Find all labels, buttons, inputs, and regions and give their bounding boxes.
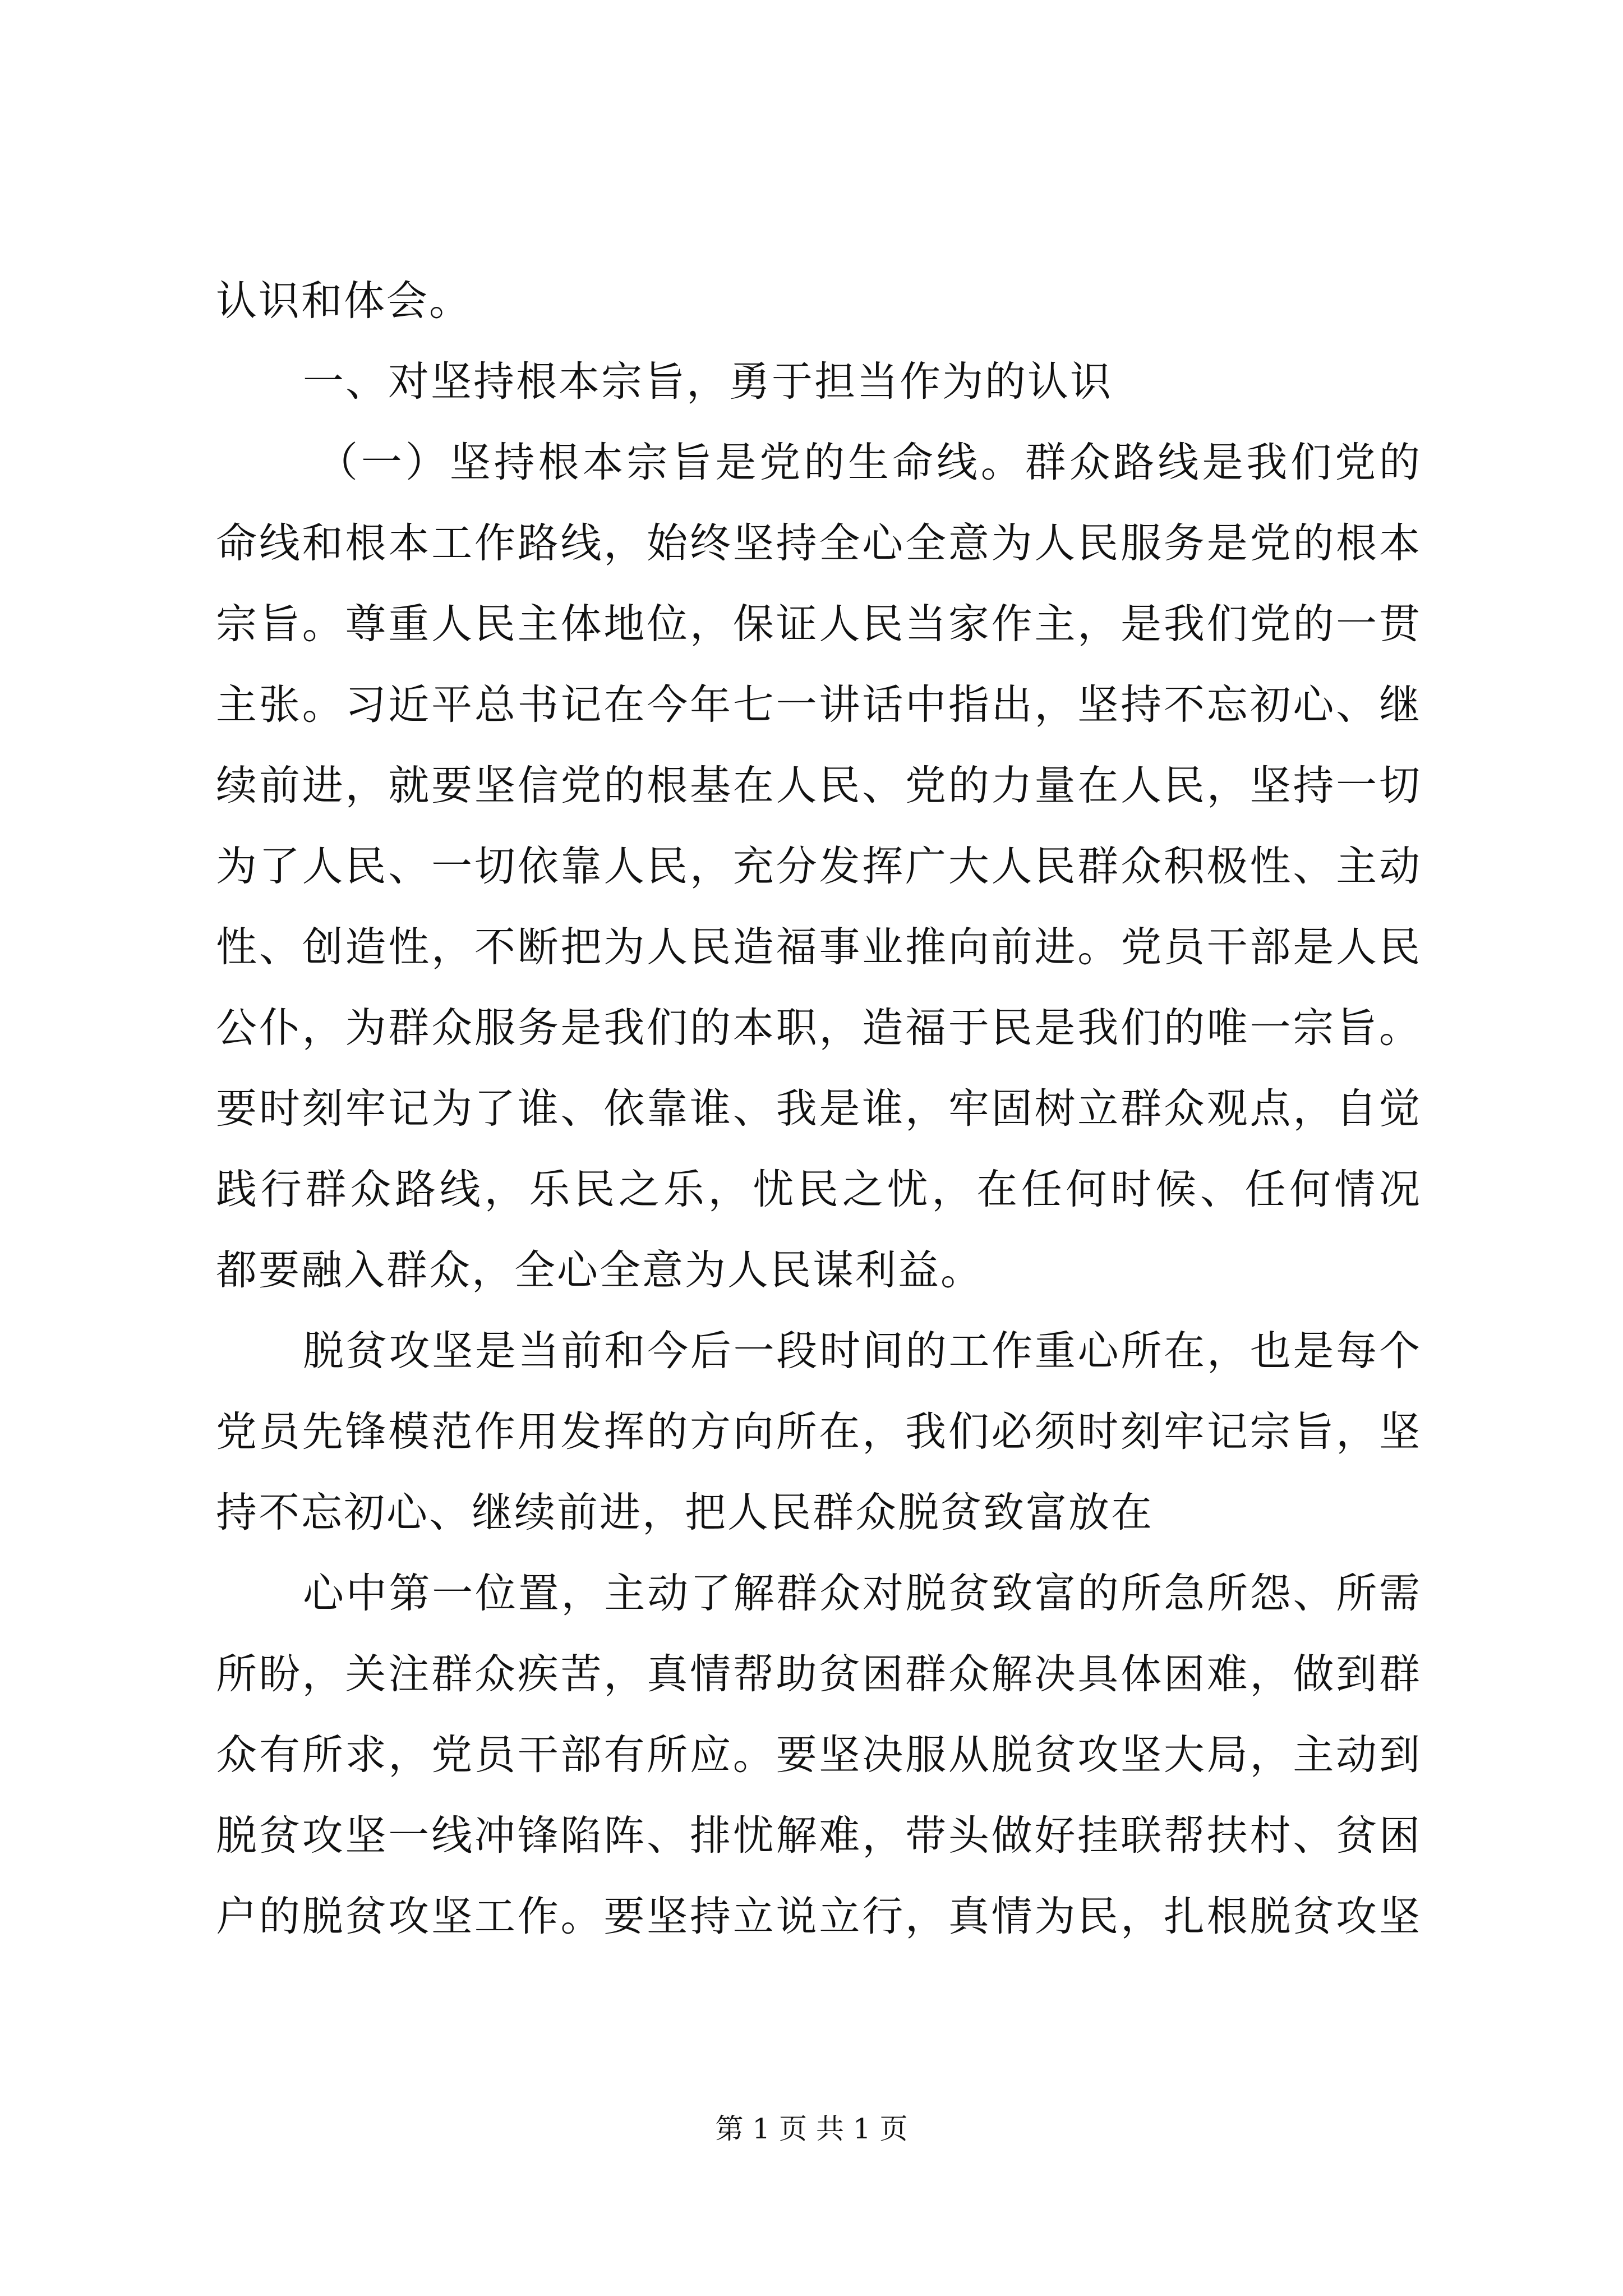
text-line: 性、创造性，不断把为人民造福事业推向前进。党员干部是人民 <box>216 923 1422 971</box>
text-line: 持不忘初心、继续前进，把人民群众脱贫致富放在 <box>216 1489 1154 1536</box>
page-number-footer: 第 1 页 共 1 页 <box>715 2113 908 2145</box>
text-line: 所盼，关注群众疾苦，真情帮助贫困群众解决具体困难，做到群 <box>216 1650 1422 1698</box>
text-line: 脱贫攻坚一线冲锋陷阵、排忧解难，带头做好挂联帮扶村、贫困 <box>216 1812 1422 1860</box>
section-heading: 一、对坚持根本宗旨，勇于担当作为的认识 <box>303 358 1113 406</box>
text-line: 续前进，就要坚信党的根基在人民、党的力量在人民，坚持一切 <box>216 762 1422 809</box>
text-line: 认识和体会。 <box>216 277 472 325</box>
text-line: 心中第一位置，主动了解群众对脱贫致富的所急所怨、所需 <box>303 1570 1422 1617</box>
text-line: 主张。习近平总书记在今年七一讲话中指出，坚持不忘初心、继 <box>216 681 1422 729</box>
text-line: 践行群众路线，乐民之乐，忧民之忧，在任何时候、任何情况 <box>216 1166 1422 1213</box>
text-line: 为了人民、一切依靠人民，充分发挥广大人民群众积极性、主动 <box>216 843 1422 890</box>
text-line: 党员先锋模范作用发挥的方向所在，我们必须时刻牢记宗旨，坚 <box>216 1408 1422 1456</box>
text-line: 户的脱贫攻坚工作。要坚持立说立行，真情为民，扎根脱贫攻坚 <box>216 1893 1422 1940</box>
document-body <box>216 261 1422 1957</box>
text-line: 都要融入群众，全心全意为人民谋利益。 <box>216 1246 983 1294</box>
text-line: 众有所求，党员干部有所应。要坚决服从脱贫攻坚大局，主动到 <box>216 1731 1422 1779</box>
text-line: 命线和根本工作路线，始终坚持全心全意为人民服务是党的根本 <box>216 519 1422 567</box>
text-line: （一）坚持根本宗旨是党的生命线。群众路线是我们党的 <box>317 439 1422 486</box>
text-line: 公仆，为群众服务是我们的本职，造福于民是我们的唯一宗旨。 <box>216 1004 1422 1052</box>
text-line: 要时刻牢记为了谁、依靠谁、我是谁，牢固树立群众观点，自觉 <box>216 1085 1422 1133</box>
text-line: 脱贫攻坚是当前和今后一段时间的工作重心所在，也是每个 <box>303 1327 1422 1375</box>
text-line: 宗旨。尊重人民主体地位，保证人民当家作主，是我们党的一贯 <box>216 600 1422 648</box>
